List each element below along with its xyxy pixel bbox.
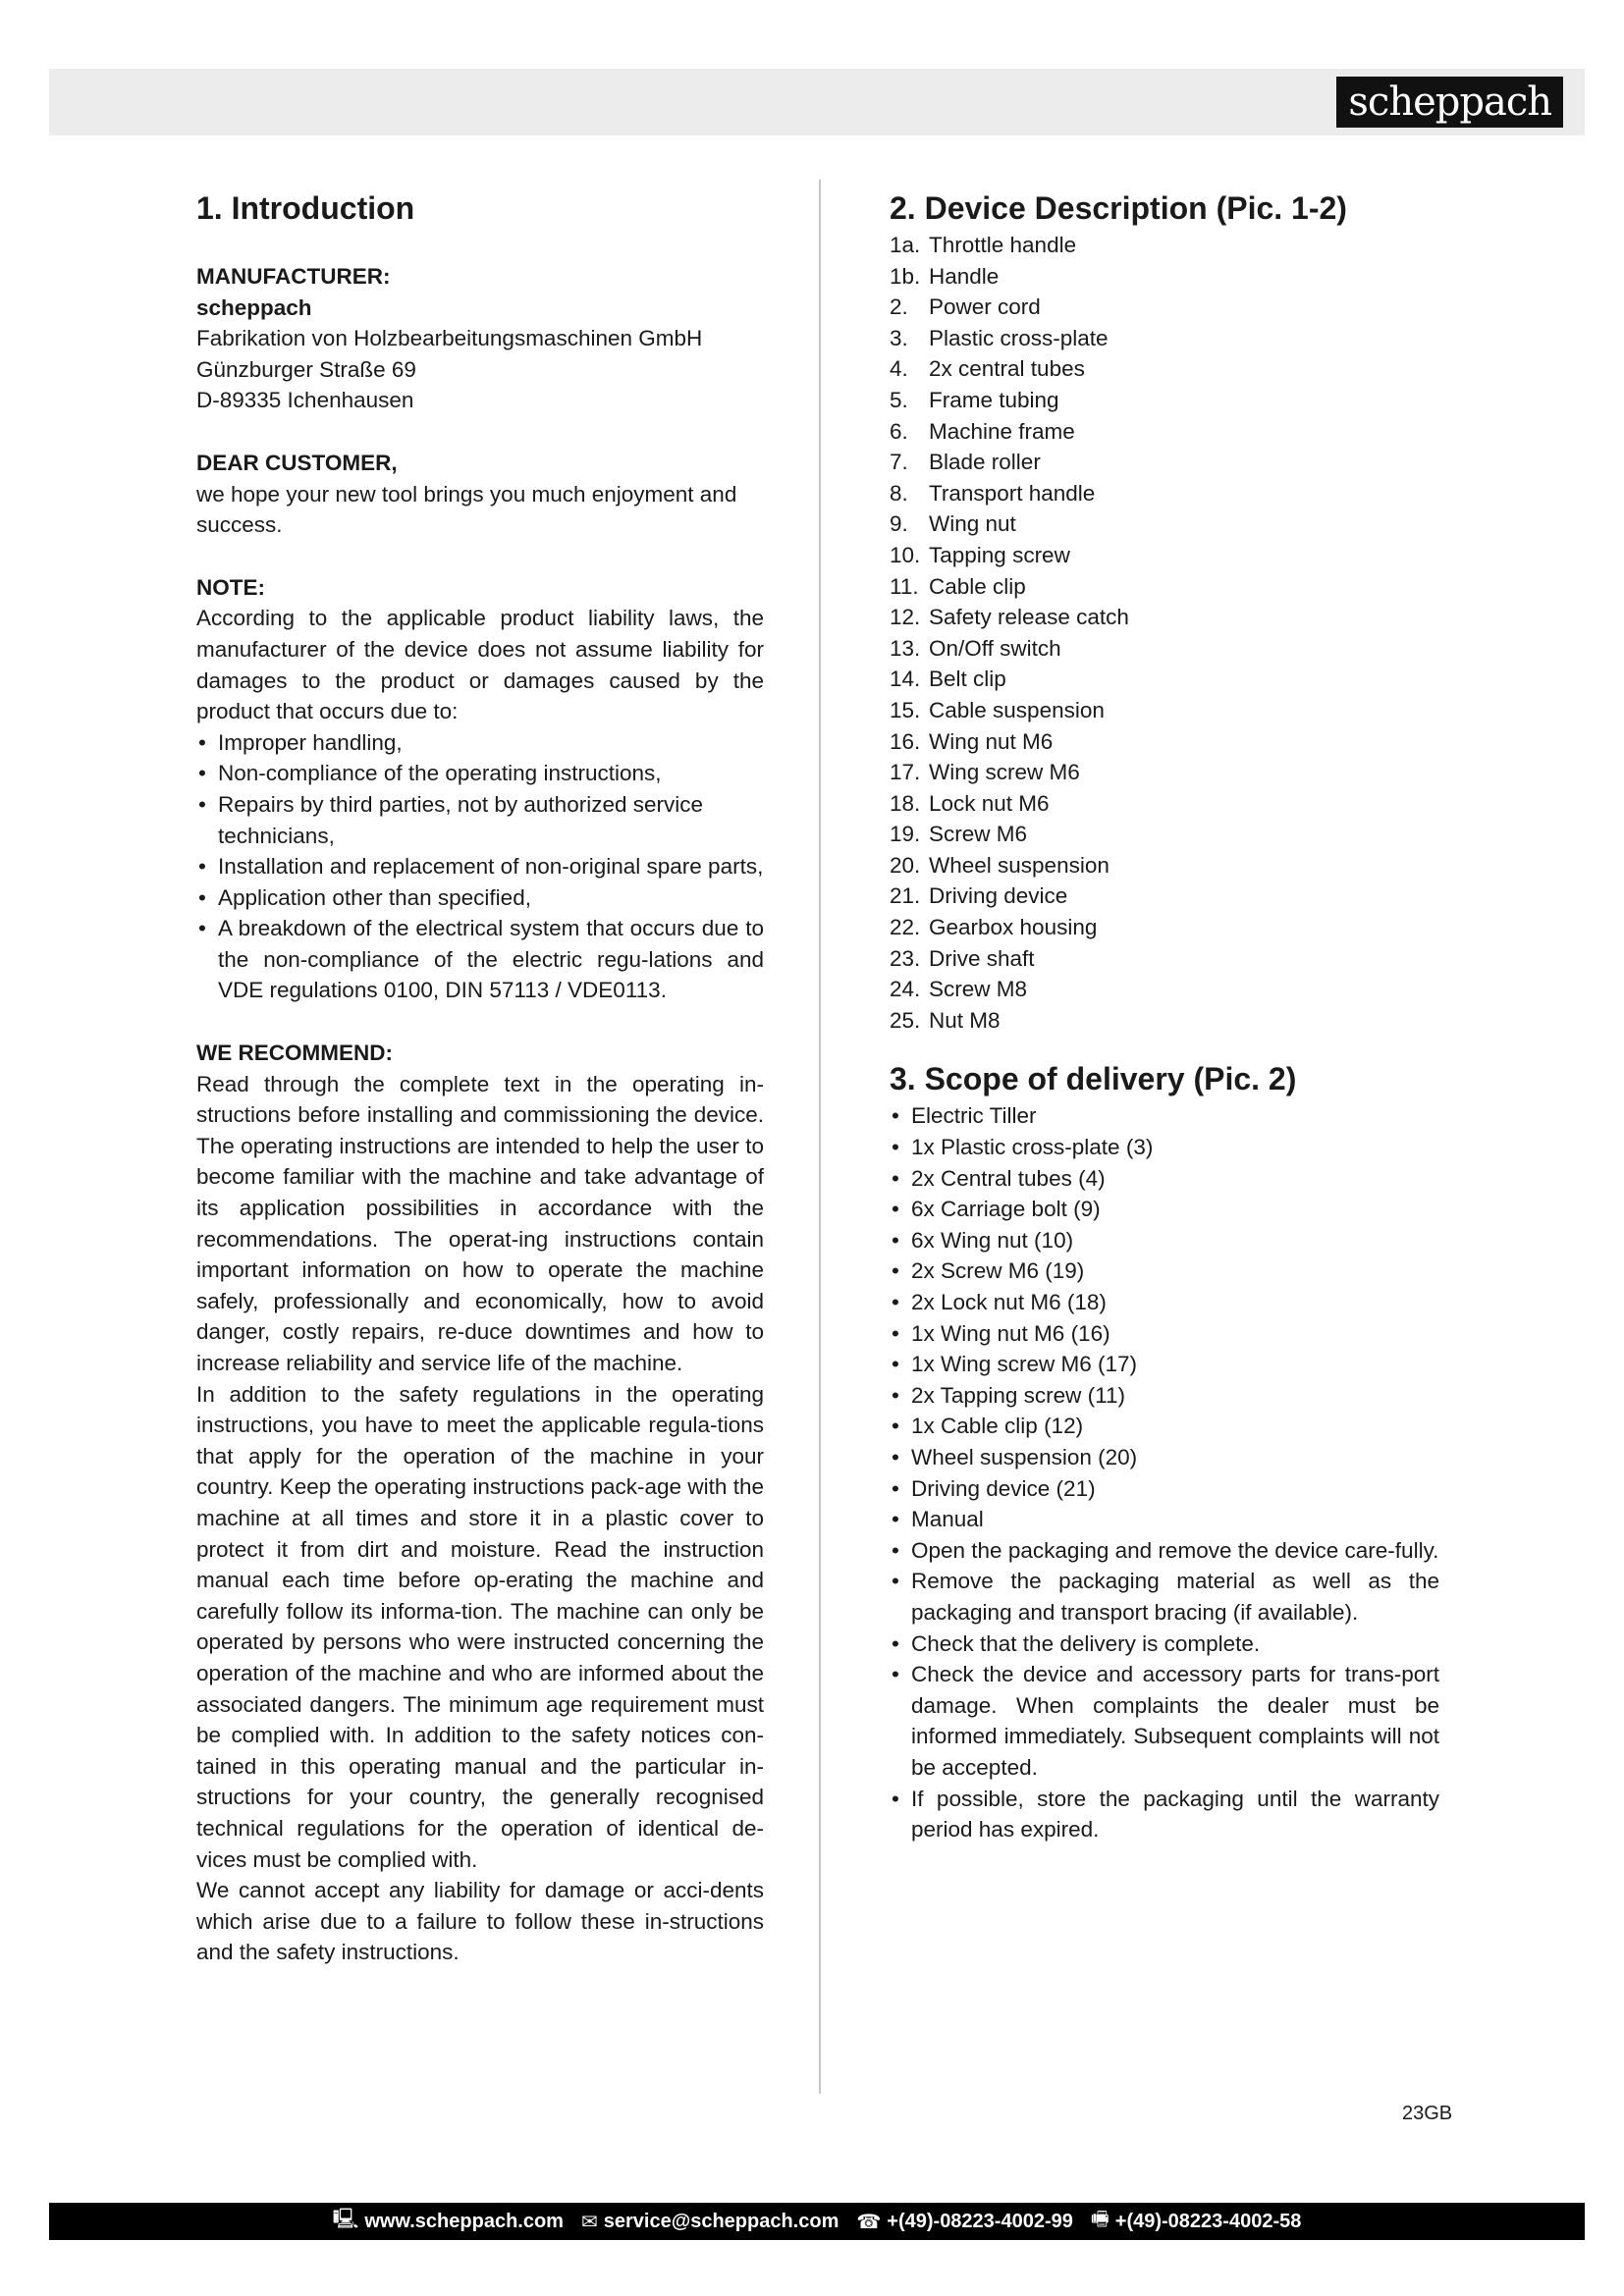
part-label: Driving device: [929, 883, 1068, 909]
part-label: Wheel suspension: [929, 852, 1110, 878]
column-divider: [819, 180, 821, 2094]
part-label: Machine frame: [929, 418, 1075, 444]
part-number: 12.: [890, 605, 921, 630]
part-label: On/Off switch: [929, 635, 1061, 661]
recommend-paragraph: In addition to the safety regulations in the operating instructions, you have to meet the applicable regula-tions that apply for the operation of the machine in your country. Keep the operating instructions pack-age with the machine at all times and store it in a plastic cover to protect it from dirt and moisture. Read the instruction manual each time before op-erating the machine and carefully follow its informa-tion. The machine can only be operated by persons who were instructed concerning the operation of the machine and who are informed about the associated dangers. The minimum age requirement must be complied with. In addition to the safety notices con-tained in this operating manual and the particular in-structions for your country, the generally recognised technical regulations for the operation of identical de-vices must be complied with.: [196, 1381, 764, 1872]
part-label: Tapping screw: [929, 542, 1070, 567]
part-number: 20.: [890, 852, 921, 878]
phone-text: +(49)-08223-4002-99: [887, 2210, 1073, 2232]
list-item: [890, 912, 1439, 943]
part-label: Cable clip: [929, 573, 1026, 599]
list-item: [890, 664, 1439, 695]
list-item: • Repairs by third parties, not by authorized service technicians,: [196, 789, 764, 851]
dear-customer-label: DEAR CUSTOMER,: [196, 450, 398, 475]
list-item: • Application other than specified,: [196, 882, 764, 914]
list-item: [890, 447, 1439, 478]
list-item: • 1x Wing nut M6 (16): [890, 1318, 1439, 1350]
email-text: service@scheppach.com: [603, 2210, 839, 2232]
address-line: Fabrikation von Holzbearbeitungsmaschinen GmbH: [196, 326, 703, 351]
company-name: scheppach: [196, 294, 312, 320]
list-item: [890, 850, 1439, 881]
list-item: • 2x Tapping screw (11): [890, 1380, 1439, 1412]
recommend-block: [196, 1038, 764, 1968]
part-number: 7.: [890, 450, 908, 475]
note-label: NOTE:: [196, 574, 265, 600]
list-item: [890, 788, 1439, 820]
address-line: Günzburger Straße 69: [196, 356, 416, 382]
footer-bar: [49, 2203, 1585, 2240]
manufacturer-label: MANUFACTURER:: [196, 264, 391, 289]
note-text: According to the applicable product liability laws, the manufacturer of the device does not assume liability for damages to the product or damages caused by the product that occurs due to:: [196, 606, 764, 724]
list-item: • Check the device and accessory parts for trans-port damage. When complaints the dealer must be informed immediately. Subsequent complaints will not be accepted.: [890, 1659, 1439, 1783]
part-label: Wing nut M6: [929, 728, 1054, 754]
note-list: [196, 727, 764, 1006]
part-label: Nut M8: [929, 1007, 1001, 1033]
device-description-heading: 2. Device Description (Pic. 1-2): [890, 190, 1347, 226]
part-number: 21.: [890, 883, 921, 909]
part-number: 4.: [890, 356, 908, 382]
list-item: • Manual: [890, 1504, 1439, 1535]
part-number: 3.: [890, 325, 908, 350]
part-number: 18.: [890, 790, 921, 816]
part-number: 25.: [890, 1007, 921, 1033]
list-item: • If possible, store the packaging until the warranty period has expired.: [890, 1784, 1439, 1845]
list-item: [890, 633, 1439, 665]
phone-icon: ☎: [856, 2211, 882, 2233]
part-label: Safety release catch: [929, 605, 1129, 630]
list-item: • Non-compliance of the operating instructions,: [196, 758, 764, 789]
fax-icon: 🖷: [1090, 2209, 1110, 2230]
part-number: 10.: [890, 542, 921, 567]
list-item: [890, 881, 1439, 912]
list-item: [890, 757, 1439, 788]
part-number: 1b.: [890, 263, 921, 289]
list-item: [890, 974, 1439, 1005]
list-item: • Improper handling,: [196, 727, 764, 759]
computer-icon: 🖳: [332, 2209, 359, 2230]
part-label: Throttle handle: [929, 233, 1077, 257]
list-item: [890, 695, 1439, 726]
part-number: 16.: [890, 728, 921, 754]
part-number: 11.: [890, 573, 919, 599]
note-block: [196, 572, 764, 1006]
recommend-paragraph: We cannot accept any liability for damage or acci-dents which arise due to a failure to follow these in-structions and the safety instructions.: [196, 1878, 764, 1965]
part-label: 2x central tubes: [929, 356, 1085, 382]
list-item: [890, 1005, 1439, 1037]
part-number: 2.: [890, 294, 908, 320]
part-number: 5.: [890, 387, 908, 412]
part-number: 9.: [890, 511, 908, 537]
list-item: • Installation and replacement of non-original spare parts,: [196, 851, 764, 882]
list-item: [890, 292, 1439, 323]
footer-email[interactable]: [581, 2210, 839, 2234]
scope-of-delivery-heading: 3. Scope of delivery (Pic. 2): [890, 1061, 1297, 1097]
right-column: [890, 187, 1439, 1845]
list-item: • 2x Screw M6 (19): [890, 1255, 1439, 1287]
list-item: [890, 602, 1439, 633]
introduction-heading: 1. Introduction: [196, 190, 415, 226]
part-label: Handle: [929, 263, 1000, 289]
list-item: [890, 323, 1439, 354]
part-number: 17.: [890, 760, 921, 785]
list-item: [890, 819, 1439, 850]
part-label: Frame tubing: [929, 387, 1059, 412]
part-number: 14.: [890, 667, 921, 692]
list-item: • 6x Wing nut (10): [890, 1225, 1439, 1256]
part-label: Screw M8: [929, 977, 1028, 1002]
parts-list: [890, 230, 1439, 1036]
header-bar: [49, 69, 1585, 135]
part-number: 1a.: [890, 233, 921, 257]
part-label: Cable suspension: [929, 697, 1105, 722]
list-item: [890, 353, 1439, 385]
left-column: [196, 187, 764, 1968]
part-number: 23.: [890, 945, 921, 971]
scope-list: [890, 1100, 1439, 1534]
part-number: 8.: [890, 480, 908, 506]
footer-website[interactable]: [333, 2205, 564, 2238]
part-label: Blade roller: [929, 450, 1041, 475]
list-item: • A breakdown of the electrical system that occurs due to the non-compliance of the electric regu-lations and VDE regulations 0100, DIN 57113 / VDE0113.: [196, 913, 764, 1006]
part-number: 6.: [890, 418, 908, 444]
list-item: [890, 230, 1439, 261]
list-item: • 1x Cable clip (12): [890, 1411, 1439, 1442]
part-number: 22.: [890, 915, 921, 940]
list-item: [890, 508, 1439, 540]
list-item: • Wheel suspension (20): [890, 1442, 1439, 1473]
recommend-label: WE RECOMMEND:: [196, 1041, 393, 1066]
list-item: • Check that the delivery is complete.: [890, 1629, 1439, 1660]
fax-text: +(49)-08223-4002-58: [1114, 2210, 1302, 2232]
list-item: [890, 571, 1439, 603]
list-item: • Electric Tiller: [890, 1100, 1439, 1132]
list-item: [890, 540, 1439, 571]
list-item: • 6x Carriage bolt (9): [890, 1194, 1439, 1225]
page-number: 23GB: [1402, 2103, 1453, 2124]
list-item: • 1x Plastic cross-plate (3): [890, 1132, 1439, 1163]
list-item: • Remove the packaging material as well as the packaging and transport bracing (if available).: [890, 1566, 1439, 1628]
list-item: [890, 416, 1439, 448]
dear-customer-block: [196, 448, 764, 541]
list-item: • Open the packaging and remove the device care-fully.: [890, 1535, 1439, 1567]
recommend-paragraph: Read through the complete text in the operating in-structions before installing and commissioning the device. The operating instructions are intended to help the user to become familiar with the machine and take advantage of its application possibilities in accordance with the recommendations. The operat-ing instructions contain important information on how to operate the machine safely, professionally and economically, how to avoid danger, costly repairs, re-duce downtimes and how to increase reliability and service life of the machine.: [196, 1071, 764, 1375]
list-item: • Driving device (21): [890, 1473, 1439, 1505]
address-line: D-89335 Ichenhausen: [196, 388, 414, 413]
part-number: 15.: [890, 697, 921, 722]
website-text: www.scheppach.com: [364, 2210, 564, 2232]
part-label: Lock nut M6: [929, 790, 1050, 816]
list-item: [890, 478, 1439, 509]
part-label: Belt clip: [929, 667, 1006, 692]
brand-logo: scheppach: [1336, 77, 1563, 128]
part-label: Wing screw M6: [929, 760, 1080, 785]
part-label: Wing nut: [929, 511, 1016, 537]
list-item: [890, 943, 1439, 975]
manufacturer-block: [196, 261, 764, 416]
steps-list: [890, 1535, 1439, 1845]
part-number: 13.: [890, 635, 921, 661]
footer-phone: [856, 2210, 1073, 2234]
part-number: 19.: [890, 822, 921, 847]
footer-fax: [1091, 2205, 1301, 2238]
dear-customer-text: we hope your new tool brings you much enjoyment and success.: [196, 481, 737, 538]
part-label: Power cord: [929, 294, 1041, 320]
list-item: • 2x Central tubes (4): [890, 1163, 1439, 1195]
part-label: Plastic cross-plate: [929, 325, 1109, 350]
part-label: Gearbox housing: [929, 915, 1098, 940]
list-item: • 2x Lock nut M6 (18): [890, 1287, 1439, 1318]
part-label: Screw M6: [929, 822, 1028, 847]
part-label: Transport handle: [929, 480, 1096, 506]
list-item: [890, 385, 1439, 416]
list-item: [890, 726, 1439, 758]
part-number: 24.: [890, 977, 921, 1002]
list-item: • 1x Wing screw M6 (17): [890, 1349, 1439, 1380]
part-label: Drive shaft: [929, 945, 1035, 971]
list-item: [890, 261, 1439, 293]
email-icon: ✉: [580, 2211, 598, 2233]
